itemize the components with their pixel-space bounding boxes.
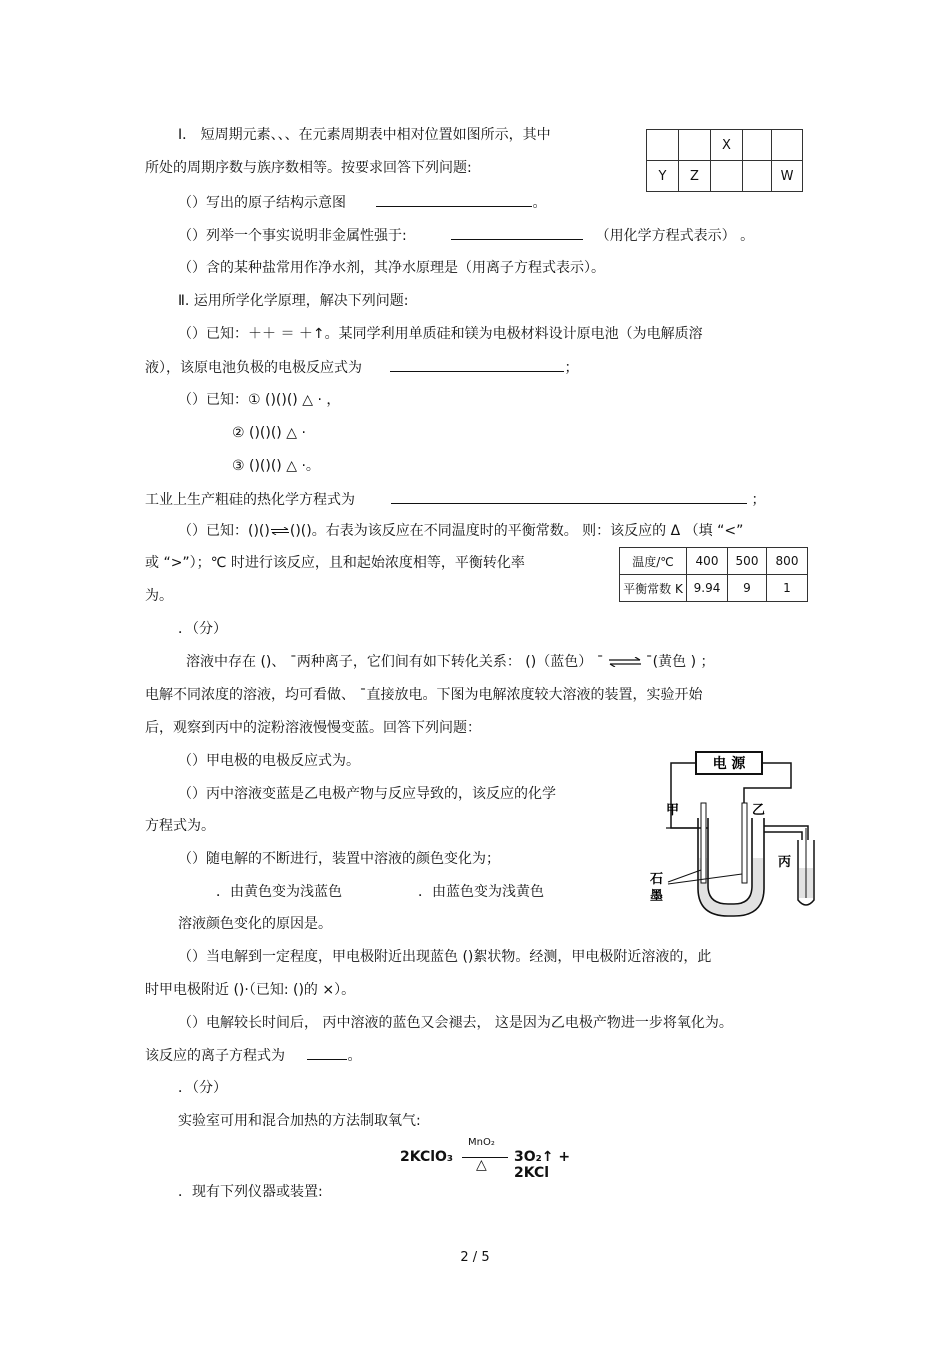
pt-cell <box>679 130 711 161</box>
part1-q2 <box>178 225 754 246</box>
part1-q1 <box>178 192 546 213</box>
section2-p1-b: 电解不同浓度的溶液，均可看做、 ¯直接放电。下图为电解浓度较大溶液的装置，实验开始 <box>145 687 703 703</box>
part2-q3-c: 为。 <box>145 588 173 604</box>
pt-cell-x: X <box>711 130 743 161</box>
answer-blank[interactable] <box>307 1045 347 1060</box>
section3-heading: ．（分） <box>178 1080 227 1096</box>
section2-p1-a <box>186 652 714 672</box>
chemical-equation <box>400 1137 610 1181</box>
section2-q1: （）甲电极的电极反应式为。 <box>178 753 360 769</box>
k-table-header: 400 <box>687 548 728 575</box>
section2-p1-a-text: 溶液中存在 ()、 ¯两种离子，它们间有如下转化关系： ()（蓝色） ¯ <box>186 654 604 670</box>
part2-q2-d-text: 工业上生产粗硅的热化学方程式为 <box>145 492 355 508</box>
section2-p1-a-end: ¯(黄色 ) ； <box>645 654 715 670</box>
part2-q3-a-pre: （）已知：()() <box>178 523 270 539</box>
section2-p1-c: 后，观察到丙中的淀粉溶液慢慢变蓝。回答下列问题： <box>145 720 481 736</box>
section3-p1: 实验室可用和混合加热的方法制取氧气: <box>178 1113 421 1129</box>
k-table-cell: 平衡常数 K <box>620 575 687 602</box>
pt-cell <box>711 161 743 192</box>
label-graphite-1: 石 <box>650 872 664 887</box>
k-table-header: 800 <box>767 548 808 575</box>
equation-catalyst: MnO₂ <box>468 1137 495 1148</box>
section2-q4-a: （）当电解到一定程度，甲电极附近出现蓝色 ()絮状物。经测，甲电极附近溶液的，此 <box>178 949 712 965</box>
answer-blank[interactable] <box>376 192 532 207</box>
part1-q1-text: （）写出的原子结构示意图 <box>178 195 346 211</box>
section2-q3-opt-b: ．由蓝色变为浅黄色 <box>418 884 544 900</box>
pt-cell <box>743 130 772 161</box>
power-label: 电 源 <box>712 756 746 772</box>
page-number: 2 / 5 <box>460 1250 490 1265</box>
pt-cell <box>772 130 803 161</box>
equation-condition: △ <box>476 1157 487 1173</box>
part1-q2-end: （用化学方程式表示） 。 <box>595 228 755 244</box>
equation-right: 3O₂↑ + 2KCl <box>514 1149 571 1181</box>
part2-q1-b-end: ； <box>564 360 579 376</box>
section2-q5-b <box>145 1045 361 1066</box>
answer-blank[interactable] <box>391 489 747 504</box>
label-bing: 丙 <box>778 855 792 870</box>
section2-q2-a: （）丙中溶液变蓝是乙电极产物与反应导致的，该反应的化学 <box>178 786 556 802</box>
section2-heading: ．（分） <box>178 621 227 637</box>
label-graphite-2: 墨 <box>650 889 664 904</box>
section3-p2: ．现有下列仪器或装置: <box>178 1184 323 1200</box>
section2-q2-b: 方程式为。 <box>145 818 215 834</box>
part2-q2-d-end: ； <box>751 492 766 508</box>
k-table-cell: 1 <box>767 575 808 602</box>
section2-q5-b-end: 。 <box>347 1048 362 1064</box>
part1-intro-2: 所处的周期序数与族序数相等。按要求回答下列问题: <box>145 160 472 176</box>
part2-q2-b: ② ()()() △ · <box>232 425 306 441</box>
part2-q2-c: ③ ()()() △ ·。 <box>232 458 320 474</box>
label-jia: 甲 <box>666 803 680 818</box>
k-table-cell: 9.94 <box>687 575 728 602</box>
section2-q4-b: 时甲电极附近 ()·（已知: ()的 ×）。 <box>145 982 356 998</box>
answer-blank[interactable] <box>451 225 583 240</box>
equilibrium-arrow-icon <box>270 527 290 535</box>
part2-q1-b-text: 液），该原电池负极的电极反应式为 <box>145 360 362 376</box>
part2-intro: Ⅱ. 运用所学化学原理，解决下列问题: <box>178 293 409 309</box>
pt-cell-y: Y <box>647 161 679 192</box>
k-table-header: 500 <box>728 548 767 575</box>
section2-q3-opt-a: ．由黄色变为浅蓝色 <box>216 884 342 900</box>
equilibrium-arrow-icon <box>608 657 642 667</box>
part2-q1-b <box>145 357 578 378</box>
section2-q5-a: （）电解较长时间后， 丙中溶液的蓝色又会褪去， 这是因为乙电极产物进一步将氧化为。 <box>178 1015 733 1031</box>
part2-q3-b: 或 “>”）；℃ 时进行该反应，且和起始浓度相等，平衡转化率 <box>145 555 525 571</box>
part1-q1-end: 。 <box>532 195 547 211</box>
label-yi: 乙 <box>752 803 766 818</box>
part1-intro-1: Ⅰ． 短周期元素、、、在元素周期表中相对位置如图所示，其中 <box>178 127 551 143</box>
part2-q1-a: （）已知：＋＋ ＝ ＋↑。某同学利用单质硅和镁为电极材料设计原电池（为电解质溶 <box>178 326 703 342</box>
section2-q3-c: 溶液颜色变化的原因是。 <box>178 916 332 932</box>
pt-cell-w: W <box>772 161 803 192</box>
answer-blank[interactable] <box>390 357 564 372</box>
pt-cell <box>743 161 772 192</box>
section2-q5-b-text: 该反应的离子方程式为 <box>145 1048 285 1064</box>
pt-cell-z: Z <box>679 161 711 192</box>
k-table-header: 温度/℃ <box>620 548 687 575</box>
part1-q2-text: （）列举一个事实说明非金属性强于: <box>178 228 407 244</box>
part2-q2-d <box>145 489 765 510</box>
equation-left: 2KClO₃ <box>400 1149 454 1165</box>
part2-q3-a <box>178 521 743 541</box>
section2-q3-a: （）随电解的不断进行，装置中溶液的颜色变化为； <box>178 851 500 867</box>
electrolysis-apparatus-diagram <box>646 748 836 918</box>
part2-q3-a-post: ()()。右表为该反应在不同温度时的平衡常数。 则：该反应的 Δ （填 “<” <box>289 523 744 539</box>
equilibrium-constant-table <box>619 547 808 602</box>
periodic-table-fragment <box>646 129 803 192</box>
k-table-cell: 9 <box>728 575 767 602</box>
part2-q2-a: （）已知：① ()()() △ · ， <box>178 392 341 408</box>
part1-q3: （）含的某种盐常用作净水剂，其净水原理是（用离子方程式表示）。 <box>178 260 605 276</box>
pt-cell <box>647 130 679 161</box>
